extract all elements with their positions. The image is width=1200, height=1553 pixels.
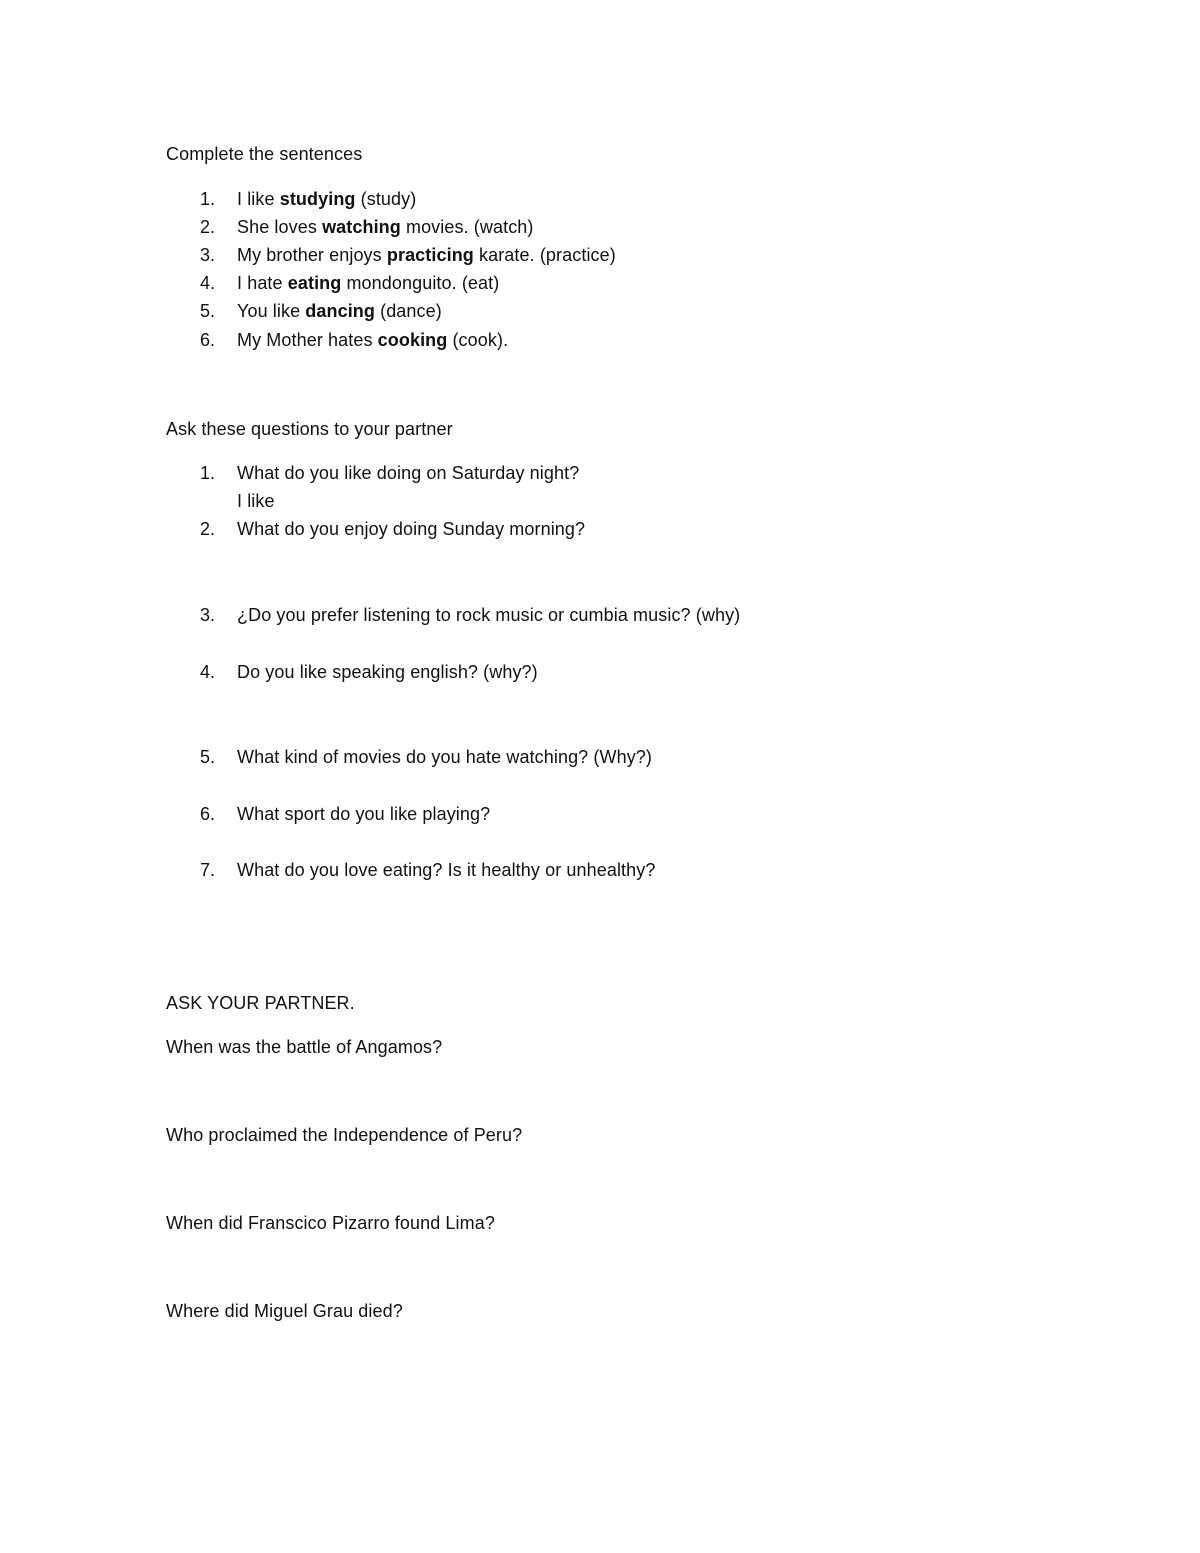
question-text: Do you like speaking english? (why?) — [237, 662, 538, 682]
question-text: What do you love eating? Is it healthy or unhealthy? — [237, 860, 656, 880]
item-number: 7. — [200, 860, 216, 880]
item-number: 2. — [200, 217, 216, 237]
sentence-text — [237, 187, 416, 211]
history-question: Where did Miguel Grau died? — [166, 1301, 403, 1321]
item-number: 4. — [200, 662, 216, 682]
sentence-suffix: (cook). — [447, 330, 509, 350]
item-number: 1. — [200, 189, 216, 209]
item-number: 4. — [200, 273, 216, 293]
sentence-text — [237, 243, 616, 267]
history-question: When did Franscico Pizarro found Lima? — [166, 1213, 495, 1233]
sentence-prefix: She loves — [237, 217, 323, 237]
item-number: 5. — [200, 747, 216, 767]
sentence-answer: dancing — [305, 301, 375, 321]
question-text: What do you enjoy doing Sunday morning? — [237, 519, 586, 539]
sentence-answer: studying — [279, 189, 356, 209]
sentence-text — [237, 299, 442, 323]
sentence-text — [237, 328, 508, 352]
sentence-text — [237, 215, 534, 239]
item-number: 5. — [200, 301, 216, 321]
sentence-text — [237, 271, 499, 295]
item-number: 1. — [200, 463, 216, 483]
question-text: What kind of movies do you hate watching? (Why?) — [237, 747, 652, 767]
answer-text: I like — [237, 491, 275, 511]
sentence-prefix: My brother enjoys — [237, 245, 387, 265]
section3-heading: ASK YOUR PARTNER. — [166, 993, 355, 1013]
sentence-prefix: I hate — [237, 273, 288, 293]
section1-heading: Complete the sentences — [166, 144, 363, 164]
sentence-suffix: movies. (watch) — [400, 217, 534, 237]
item-number: 3. — [200, 605, 216, 625]
sentence-suffix: (study) — [355, 189, 417, 209]
sentence-answer: practicing — [386, 245, 474, 265]
sentence-suffix: (dance) — [375, 301, 442, 321]
sentence-prefix: You like — [237, 301, 306, 321]
sentence-suffix: karate. (practice) — [473, 245, 616, 265]
history-question: Who proclaimed the Independence of Peru? — [166, 1125, 523, 1145]
question-text: What sport do you like playing? — [237, 804, 491, 824]
sentence-prefix: My Mother hates — [237, 330, 378, 350]
item-number: 3. — [200, 245, 216, 265]
sentence-answer: cooking — [377, 330, 448, 350]
question-text: ¿Do you prefer listening to rock music or cumbia music? (why) — [237, 605, 741, 625]
item-number: 6. — [200, 330, 216, 350]
sentence-suffix: mondonguito. (eat) — [341, 273, 500, 293]
question-text: What do you like doing on Saturday night? — [237, 463, 580, 483]
item-number: 6. — [200, 804, 216, 824]
sentence-prefix: I like — [237, 189, 280, 209]
sentence-answer: eating — [287, 273, 342, 293]
sentence-answer: watching — [322, 217, 401, 237]
section2-heading: Ask these questions to your partner — [166, 419, 453, 439]
history-question: When was the battle of Angamos? — [166, 1037, 443, 1057]
item-number: 2. — [200, 519, 216, 539]
